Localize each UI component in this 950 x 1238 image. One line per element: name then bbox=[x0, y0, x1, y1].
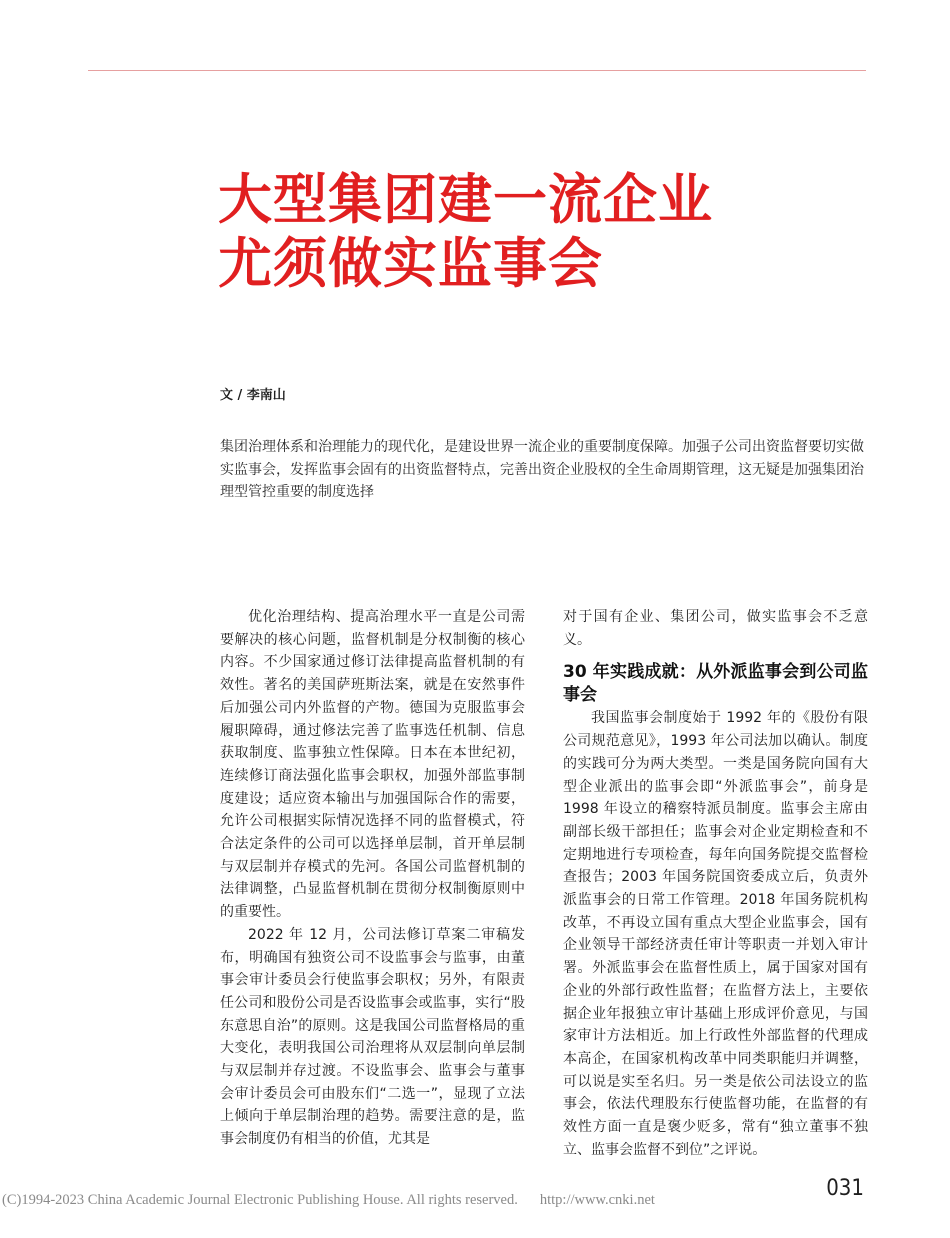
page-number: 031 bbox=[826, 1176, 864, 1201]
body-paragraph-1: 优化治理结构、提高治理水平一直是公司需要解决的核心问题，监督机制是分权制衡的核心内容。不少国家通过修订法律提高监督机制的有效性。著名的美国萨班斯法案，就是在安然事件后加强公司内外监督的产物。德国为克服监事会履职障碍，通过修法完善了监事选任机制、信息获取制度、监事独立性保障。日本在本世纪初，连续修订商法强化监事会职权，加强外部监事制度建设；适应资本输出与加强国际合作的需要，允许公司根据实际情况选择不同的监督模式，符合法定条件的公司可以选择单层制，首开单层制与双层制并存模式的先河。各国公司监督机制的法律调整，凸显监督机制在贯彻分权制衡原则中的重要性。 bbox=[220, 609, 525, 921]
right-column bbox=[563, 606, 868, 1161]
copyright-text: (C)1994-2023 China Academic Journal Electronic Publishing House. All rights reserved. bbox=[2, 1192, 518, 1208]
body-paragraph-continued: 对于国有企业、集团公司，做实监事会不乏意义。 bbox=[563, 609, 868, 648]
section-heading: 30 年实践成就：从外派监事会到公司监事会 bbox=[563, 662, 868, 706]
article-title-line-1: 大型集团建一流企业 bbox=[218, 168, 713, 231]
body-paragraph-3: 我国监事会制度始于 1992 年的《股份有限公司规范意见》，1993 年公司法加以确认。制度的实践可分为两大类型。一类是国务院向国有大型企业派出的监事会即“外派监事会”，前身是 1998 年设立的稽察特派员制度。监事会主席由副部长级干部担任；监事会对企业定期检查和不定期地进行专项检查，每年向国务院提交监督检查报告；2003 年国务院国资委成立后，负责外派监事会的日常工作管理。2018 年国务院机构改革，不再设立国有重点大型企业监事会，国有企业领导干部经济责任审计等职责一并划入审计署。外派监事会在监督性质上，属于国家对国有企业的外部行政性监督；在监督方法上，主要依据企业年报独立审计基础上形成评价意见，与国家审计方法相近。加上行政性外部监督的代理成本高企，在国家机构改革中同类职能归并调整，可以说是实至名归。另一类是依公司法设立的监事会，依法代理股东行使监督功能，在监督的有效性方面一直是褒少贬多，常有“独立董事不独立、监事会监督不到位”之评说。 bbox=[563, 710, 868, 1158]
cnki-link[interactable]: http://www.cnki.net bbox=[539, 1192, 655, 1208]
article-title-line-2: 尤须做实监事会 bbox=[218, 232, 603, 295]
body-paragraph-2: 2022 年 12 月，公司法修订草案二审稿发布，明确国有独资公司不设监事会与监事，由董事会审计委员会行使监事会职权；另外，有限责任公司和股份公司是否设监事会或监事，实行“股东意思自治”的原则。这是我国公司监督格局的重大变化，表明我国公司治理将从双层制向单层制与双层制并存过渡。不设监事会、监事会与董事会审计委员会可由股东们“二选一”，显现了立法上倾向于单层制治理的趋势。需要注意的是，监事会制度仍有相当的价值，尤其是 bbox=[220, 926, 525, 1148]
copyright-footer bbox=[2, 1192, 655, 1209]
article-lede: 集团治理体系和治理能力的现代化，是建设世界一流企业的重要制度保障。加强子公司出资监督要切实做实监事会，发挥监事会固有的出资监督特点，完善出资企业股权的全生命周期管理，这无疑是加强集团治理型管控重要的制度选择 bbox=[220, 439, 864, 500]
author-byline: 文 / 李南山 bbox=[220, 388, 286, 403]
article-title bbox=[218, 168, 858, 296]
left-column bbox=[220, 606, 525, 1151]
top-divider-line bbox=[88, 70, 866, 71]
